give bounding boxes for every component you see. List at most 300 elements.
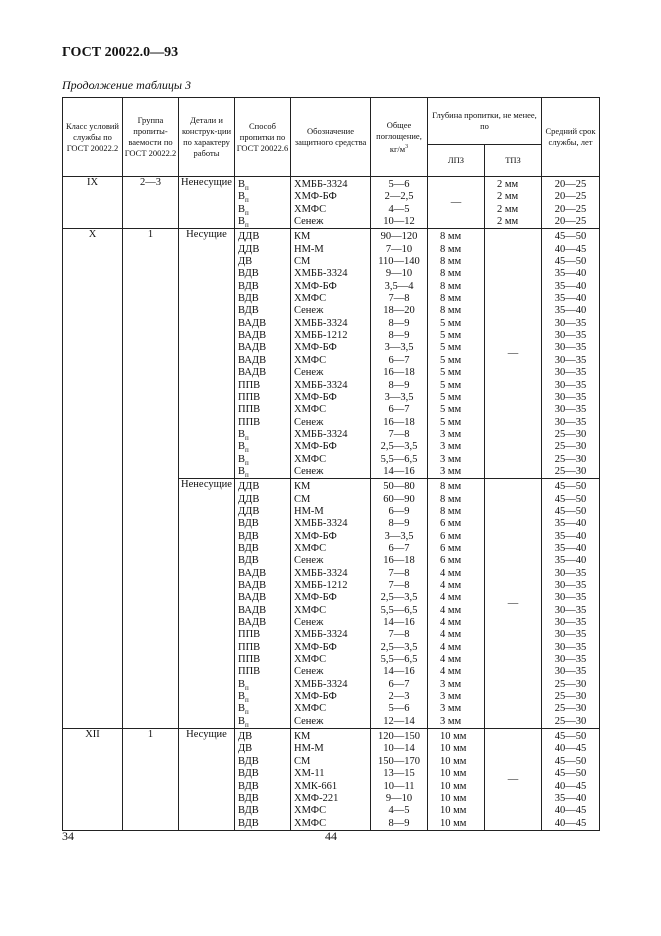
lpz-cell-line: 4 мм <box>440 666 462 678</box>
service-life-cell-line: 30—35 <box>554 567 587 579</box>
method-cell-line: ДДВ <box>238 505 260 517</box>
lpz-cell-line: 3 мм <box>440 703 462 715</box>
method-cell-line: ВАДВ <box>238 604 267 616</box>
method-cell-line: $В_п$ <box>238 441 249 454</box>
agent-cell-line: Сенеж <box>294 216 324 228</box>
agent-cell-line: ХМФ-БФ <box>294 391 337 403</box>
lpz-cell-line: 8 мм <box>440 231 462 243</box>
service-life-cell-line: 30—35 <box>554 354 587 366</box>
lpz-cell <box>428 479 485 729</box>
agent-cell-line: ХМББ-1212 <box>294 580 348 591</box>
service-life-cell-line: 40—45 <box>554 780 587 792</box>
agent-cell <box>291 479 371 729</box>
header-impregnability-group: Группа пропиты-ваемости по ГОСТ 20022.2 <box>123 98 179 177</box>
agent-cell-line: Сенеж <box>294 715 324 727</box>
absorption-cell-line: 13—15 <box>383 768 415 780</box>
agent-cell-line: ХМФС <box>294 354 327 366</box>
service-life-cell-line: 25—30 <box>554 691 587 703</box>
service-life-cell-line: 30—35 <box>554 391 587 403</box>
agent-cell-line: Сенеж <box>294 666 324 678</box>
absorption-cell-line: 9—10 <box>385 268 413 280</box>
absorption-cell-line: 2—3 <box>388 691 410 703</box>
method-cell-line: $В_п$ <box>238 203 249 217</box>
method-cell-line: ДДВ <box>238 231 260 243</box>
service-life-cell-line: 30—35 <box>554 404 587 416</box>
method-cell-line: ВДВ <box>238 805 259 817</box>
service-life-cell-line: 25—30 <box>554 441 587 453</box>
agent-cell-line: СМ <box>294 493 311 505</box>
lpz-cell-line: 3 мм <box>440 715 462 727</box>
absorption-cell-line: 8—9 <box>388 518 410 530</box>
header-agent: Обозначение защитного средства <box>291 98 371 177</box>
absorption-cell-line: 5,5—6,5 <box>380 453 418 465</box>
service-life-cell <box>542 229 600 479</box>
absorption-cell <box>371 229 428 479</box>
impregnability-group-cell: 1 <box>123 229 179 729</box>
agent-cell-line: ХМ-11 <box>294 768 325 780</box>
absorption-cell-line: 90—120 <box>380 231 418 243</box>
service-life-cell-line: 30—35 <box>554 654 587 666</box>
agent-cell-line: ХМФ-221 <box>294 792 339 804</box>
service-life-cell-line: 30—35 <box>554 367 587 379</box>
lpz-cell-line: 4 мм <box>440 604 462 616</box>
service-life-cell-line: 35—40 <box>554 530 587 542</box>
service-life-cell-line: 45—50 <box>554 231 587 243</box>
agent-cell-line: ХМФ-БФ <box>294 280 337 292</box>
tpz-cell: — <box>485 729 542 831</box>
agent-cell-line: НМ-М <box>294 505 324 517</box>
absorption-cell-line: 6—7 <box>388 678 410 690</box>
lpz-cell-line: 6 мм <box>440 555 462 567</box>
absorption-cell-line: 7—8 <box>388 428 410 440</box>
agent-cell-line: Сенеж <box>294 416 324 428</box>
absorption-cell-line: 3—3,5 <box>384 391 414 403</box>
agent-cell-line: ХМФ-БФ <box>294 691 337 703</box>
agent-cell-line: СМ <box>294 256 311 268</box>
service-life-cell-line: 25—30 <box>554 428 587 440</box>
agent-cell-line: КМ <box>294 731 311 743</box>
agent-cell-line: ХМК-661 <box>294 780 338 792</box>
absorption-cell-line: 8—9 <box>388 330 410 342</box>
absorption-cell-line: 120—150 <box>378 731 420 743</box>
agent-cell-line: ХМФС <box>294 817 327 829</box>
absorption-cell-line: 6—7 <box>388 404 410 416</box>
lpz-cell-line: 8 мм <box>440 280 462 292</box>
agent-cell-line: ХМФ-БФ <box>294 530 337 542</box>
absorption-cell-line: 2,5—3,5 <box>380 441 418 453</box>
method-cell-line: ДВ <box>238 256 253 268</box>
lpz-cell-line: 4 мм <box>440 580 462 591</box>
absorption-cell-line: 7—8 <box>388 567 410 579</box>
lpz-cell-line: 3 мм <box>440 428 462 440</box>
lpz-cell-line: 4 мм <box>440 654 462 666</box>
absorption-cell-line: 12—14 <box>383 715 415 727</box>
absorption-cell-line: 2,5—3,5 <box>380 592 418 604</box>
tpz-cell <box>485 177 542 229</box>
method-cell-line: ВАДВ <box>238 317 267 329</box>
lpz-cell-line: 5 мм <box>440 367 462 379</box>
method-cell-line: ВДВ <box>238 755 259 767</box>
method-cell-line: ВДВ <box>238 555 259 567</box>
method-cell-line: ВАДВ <box>238 342 267 354</box>
method-cell-line: ВДВ <box>238 280 259 292</box>
lpz-cell-line: 3 мм <box>440 441 462 453</box>
lpz-cell-line: 4 мм <box>440 567 462 579</box>
agent-cell-line: Сенеж <box>294 305 324 317</box>
lpz-cell-line: 6 мм <box>440 518 462 530</box>
agent-cell-line: СМ <box>294 755 311 767</box>
method-cell-line: ВДВ <box>238 293 259 305</box>
lpz-cell-line: 10 мм <box>440 768 467 780</box>
table-row <box>63 177 600 229</box>
impregnation-table <box>62 97 600 831</box>
lpz-cell-line: 10 мм <box>440 792 467 804</box>
absorption-cell-line: 10—12 <box>383 216 415 228</box>
agent-cell <box>291 177 371 229</box>
service-life-cell-line: 35—40 <box>554 305 587 317</box>
absorption-cell-line: 60—90 <box>383 493 415 505</box>
absorption-cell-line: 5,5—6,5 <box>380 654 418 666</box>
agent-cell-line: Сенеж <box>294 617 324 629</box>
service-life-cell-line: 35—40 <box>554 518 587 530</box>
service-class-cell: IX <box>63 177 123 229</box>
header-parts: Детали и конструк-ции по характеру работы <box>179 98 235 177</box>
lpz-cell-line: 8 мм <box>440 505 462 517</box>
service-life-cell-line: 35—40 <box>554 542 587 554</box>
service-class-cell: XII <box>63 729 123 831</box>
header-tpz: ТПЗ <box>485 145 542 177</box>
method-cell-line: ППВ <box>238 654 261 666</box>
absorption-cell <box>371 177 428 229</box>
lpz-cell <box>428 229 485 479</box>
impregnability-group-cell: 2—3 <box>123 177 179 229</box>
absorption-cell-line: 10—11 <box>383 780 415 792</box>
lpz-cell-line: 10 мм <box>440 805 467 817</box>
service-life-cell-line: 30—35 <box>554 641 587 653</box>
method-cell-line: ППВ <box>238 379 261 391</box>
agent-cell-line: ХМББ-3324 <box>294 268 348 280</box>
method-cell-line: $В_п$ <box>238 453 249 466</box>
method-cell-line: ДВ <box>238 743 253 755</box>
method-cell <box>235 729 291 831</box>
lpz-cell-line: 10 мм <box>440 755 467 767</box>
agent-cell-line: ХМФ-БФ <box>294 191 337 203</box>
lpz-cell <box>428 729 485 831</box>
method-cell-line: ДДВ <box>238 493 260 505</box>
method-cell-line: ППВ <box>238 391 261 403</box>
lpz-cell-line: 3 мм <box>440 678 462 690</box>
absorption-cell-line: 50—80 <box>383 481 415 493</box>
absorption-cell-line: 5—6 <box>388 179 410 190</box>
agent-cell-line: ХМФС <box>294 542 327 554</box>
absorption-cell <box>371 729 428 831</box>
lpz-cell-line: 8 мм <box>440 481 462 493</box>
lpz-cell-line: 3 мм <box>440 691 462 703</box>
method-cell-line: $В_п$ <box>238 691 249 704</box>
absorption-cell-line: 2,5—3,5 <box>380 641 418 653</box>
method-cell-line: ППВ <box>238 416 261 428</box>
lpz-cell-line: 4 мм <box>440 641 462 653</box>
absorption-cell-line: 16—18 <box>383 367 415 379</box>
agent-cell-line: ХМББ-3324 <box>294 317 348 329</box>
absorption-cell-line: 2—2,5 <box>384 191 414 203</box>
lpz-cell-line: 4 мм <box>440 617 462 629</box>
absorption-cell-line: 10—14 <box>383 743 415 755</box>
page-number-center: 44 <box>325 829 337 843</box>
method-cell-line: ВАДВ <box>238 330 267 342</box>
lpz-cell-line: 3 мм <box>440 465 462 477</box>
service-life-cell-line: 35—40 <box>554 792 587 804</box>
method-cell-line: ВДВ <box>238 518 259 530</box>
method-cell-line: ВАДВ <box>238 617 267 629</box>
absorption-cell-line: 6—7 <box>388 354 410 366</box>
lpz-cell-line: 8 мм <box>440 293 462 305</box>
header-absorption: Общее поглощение, $кг/м^3$ <box>371 98 428 177</box>
table-row <box>63 229 600 479</box>
agent-cell-line: ХМФС <box>294 654 327 666</box>
table-caption: Продолжение таблицы 3 <box>62 78 192 92</box>
method-cell-line: ВАДВ <box>238 567 267 579</box>
service-life-cell-line: 35—40 <box>554 555 587 567</box>
absorption-cell-line: 3—3,5 <box>384 530 414 542</box>
service-life-cell-line: 45—50 <box>554 493 587 505</box>
agent-cell-line: Сенеж <box>294 555 324 567</box>
agent-cell-line: ХМФС <box>294 604 327 616</box>
method-cell-line: $В_п$ <box>238 715 249 729</box>
absorption-cell-line: 16—18 <box>383 555 415 567</box>
service-life-cell <box>542 177 600 229</box>
method-cell-line: ВАДВ <box>238 592 267 604</box>
tpz-cell: — <box>485 479 542 729</box>
absorption-cell-line: 8—9 <box>388 817 410 829</box>
agent-cell-line: ХМФ-БФ <box>294 641 337 653</box>
method-cell-line: ДДВ <box>238 243 260 255</box>
lpz-cell-line: 6 мм <box>440 530 462 542</box>
service-life-cell-line: 30—35 <box>554 629 587 641</box>
absorption-cell-line: 7—8 <box>388 629 410 641</box>
method-cell-line: ВДВ <box>238 305 259 317</box>
tpz-cell-line: 2 мм <box>497 203 519 215</box>
method-cell-line: ППВ <box>238 629 261 641</box>
service-life-cell-line: 35—40 <box>554 280 587 292</box>
absorption-cell-line: 110—140 <box>378 256 420 268</box>
absorption-cell <box>371 479 428 729</box>
lpz-cell-line: 5 мм <box>440 379 462 391</box>
page-number-left: 34 <box>62 829 74 843</box>
agent-cell <box>291 729 371 831</box>
method-cell-line: $В_п$ <box>238 428 249 442</box>
method-cell-line: ВДВ <box>238 542 259 554</box>
service-life-cell-line: 45—50 <box>554 256 587 268</box>
agent-cell-line: ХМФС <box>294 203 327 215</box>
parts-cell: Ненесущие <box>179 177 235 229</box>
lpz-cell-line: 5 мм <box>440 404 462 416</box>
service-life-cell-line: 35—40 <box>554 293 587 305</box>
method-cell-line: ВДВ <box>238 792 259 804</box>
service-life-cell-line: 45—50 <box>554 768 587 780</box>
service-life-cell-line: 25—30 <box>554 678 587 690</box>
absorption-cell-line: 6—7 <box>388 542 410 554</box>
method-cell-line: ДДВ <box>238 481 260 493</box>
agent-cell-line: Сенеж <box>294 367 324 379</box>
method-cell <box>235 479 291 729</box>
absorption-cell-line: 6—9 <box>388 505 410 517</box>
absorption-cell-line: 5,5—6,5 <box>380 604 418 616</box>
absorption-cell-line: 18—20 <box>383 305 415 317</box>
agent-cell-line: ХМФ-БФ <box>294 342 337 354</box>
agent-cell-line: НМ-М <box>294 243 324 255</box>
method-cell-line: ДВ <box>238 731 253 743</box>
method-cell-line: $В_п$ <box>238 179 249 192</box>
method-cell-line: ВАДВ <box>238 354 267 366</box>
service-life-cell-line: 30—35 <box>554 666 587 678</box>
method-cell-line: $В_п$ <box>238 678 249 692</box>
method-cell <box>235 229 291 479</box>
absorption-cell-line: 8—9 <box>388 317 410 329</box>
lpz-cell-line: 5 мм <box>440 317 462 329</box>
lpz-cell-line: 5 мм <box>440 330 462 342</box>
method-cell-line: ВДВ <box>238 768 259 780</box>
tpz-cell: — <box>485 229 542 479</box>
lpz-cell-line: 8 мм <box>440 493 462 505</box>
impregnability-group-cell: 1 <box>123 729 179 831</box>
service-life-cell-line: 20—25 <box>554 203 587 215</box>
agent-cell-line: ХМФС <box>294 404 327 416</box>
absorption-cell-line: 3,5—4 <box>384 280 414 292</box>
service-life-cell-line: 30—35 <box>554 330 587 342</box>
service-life-cell-line: 45—50 <box>554 755 587 767</box>
agent-cell-line: ХМФС <box>294 703 327 715</box>
table-row <box>63 729 600 831</box>
service-life-cell-line: 20—25 <box>554 216 587 228</box>
absorption-cell-line: 5—6 <box>388 703 410 715</box>
service-life-cell-line: 40—45 <box>554 817 587 829</box>
agent-cell-line: ХМФС <box>294 453 327 465</box>
method-cell-line: ВДВ <box>238 268 259 280</box>
service-life-cell-line: 45—50 <box>554 505 587 517</box>
service-life-cell-line: 20—25 <box>554 191 587 203</box>
method-cell-line: $В_п$ <box>238 703 249 716</box>
method-cell-line: ППВ <box>238 641 261 653</box>
absorption-cell-line: 4—5 <box>388 805 410 817</box>
absorption-cell-line: 9—10 <box>385 792 413 804</box>
method-cell-line: ВДВ <box>238 530 259 542</box>
service-life-cell-line: 45—50 <box>554 481 587 493</box>
header-service-life: Средний срок службы, лет <box>542 98 600 177</box>
agent-cell-line: ХМФ-БФ <box>294 592 337 604</box>
absorption-cell-line: 14—16 <box>383 465 415 477</box>
lpz-cell-line: 8 мм <box>440 243 462 255</box>
agent-cell-line: ХМББ-3324 <box>294 678 348 690</box>
lpz-cell-line: 8 мм <box>440 256 462 268</box>
service-life-cell-line: 30—35 <box>554 317 587 329</box>
agent-cell-line: ХМББ-3324 <box>294 428 348 440</box>
agent-cell-line: КМ <box>294 481 311 493</box>
method-cell-line: ВАДВ <box>238 580 267 591</box>
parts-cell: Несущие <box>179 729 235 831</box>
agent-cell-line: ХМФС <box>294 293 327 305</box>
absorption-cell-line: 14—16 <box>383 617 415 629</box>
tpz-cell-line: 2 мм <box>497 179 519 190</box>
agent-cell <box>291 229 371 479</box>
absorption-cell-line: 4—5 <box>388 203 410 215</box>
service-life-cell-line: 20—25 <box>554 179 587 190</box>
lpz-cell-line: 5 мм <box>440 354 462 366</box>
header-method: Способ пропитки по ГОСТ 20022.6 <box>235 98 291 177</box>
service-life-cell-line: 30—35 <box>554 379 587 391</box>
service-life-cell-line: 40—45 <box>554 743 587 755</box>
agent-cell-line: ХМФ-БФ <box>294 441 337 453</box>
service-life-cell-line: 25—30 <box>554 465 587 477</box>
lpz-cell-line: 10 мм <box>440 780 467 792</box>
agent-cell-line: ХМФС <box>294 805 327 817</box>
service-life-cell-line: 40—45 <box>554 805 587 817</box>
method-cell-line: ВДВ <box>238 780 259 792</box>
lpz-cell-line: 4 мм <box>440 629 462 641</box>
absorption-cell-line: 7—10 <box>385 243 413 255</box>
service-life-cell-line: 40—45 <box>554 243 587 255</box>
header-lpz: ЛПЗ <box>428 145 485 177</box>
agent-cell-line: ХМББ-3324 <box>294 179 348 190</box>
lpz-cell-line: 5 мм <box>440 416 462 428</box>
service-life-cell <box>542 729 600 831</box>
agent-cell-line: Сенеж <box>294 465 324 477</box>
absorption-cell-line: 150—170 <box>378 755 420 767</box>
service-life-cell <box>542 479 600 729</box>
method-cell-line: ВДВ <box>238 817 259 829</box>
method-cell-line: ППВ <box>238 666 261 678</box>
lpz-cell-line: 8 мм <box>440 305 462 317</box>
absorption-cell-line: 16—18 <box>383 416 415 428</box>
header-depth-group: Глубина пропитки, не менее, по <box>428 98 542 145</box>
service-life-cell-line: 30—35 <box>554 580 587 591</box>
agent-cell-line: ХМББ-3324 <box>294 379 348 391</box>
method-cell-line: $В_п$ <box>238 191 249 204</box>
tpz-cell-line: 2 мм <box>497 216 519 228</box>
method-cell-line: ВАДВ <box>238 367 267 379</box>
service-class-cell: X <box>63 229 123 729</box>
parts-cell: Несущие <box>179 229 235 479</box>
lpz-cell-line: 5 мм <box>440 391 462 403</box>
service-life-cell-line: 25—30 <box>554 703 587 715</box>
service-life-cell-line: 30—35 <box>554 342 587 354</box>
lpz-cell-line: 8 мм <box>440 268 462 280</box>
agent-cell-line: ХМББ-3324 <box>294 567 348 579</box>
agent-cell-line: ХМББ-1212 <box>294 330 348 342</box>
agent-cell-line: ХМББ-3324 <box>294 518 348 530</box>
service-life-cell-line: 25—30 <box>554 453 587 465</box>
service-life-cell-line: 30—35 <box>554 592 587 604</box>
method-cell <box>235 177 291 229</box>
absorption-cell-line: 14—16 <box>383 666 415 678</box>
service-life-cell-line: 35—40 <box>554 268 587 280</box>
absorption-cell-line: 3—3,5 <box>384 342 414 354</box>
agent-cell-line: ХМББ-3324 <box>294 629 348 641</box>
method-cell-line: $В_п$ <box>238 465 249 479</box>
lpz-cell-line: 5 мм <box>440 342 462 354</box>
method-cell-line: ППВ <box>238 404 261 416</box>
service-life-cell-line: 25—30 <box>554 715 587 727</box>
lpz-cell-line: 6 мм <box>440 542 462 554</box>
service-life-cell-line: 30—35 <box>554 617 587 629</box>
service-life-cell-line: 45—50 <box>554 731 587 743</box>
lpz-cell-line: 4 мм <box>440 592 462 604</box>
agent-cell-line: КМ <box>294 231 311 243</box>
method-cell-line: $В_п$ <box>238 216 249 229</box>
service-life-cell-line: 30—35 <box>554 604 587 616</box>
absorption-cell-line: 7—8 <box>388 580 410 591</box>
header-service-class: Класс условий службы по ГОСТ 20022.2 <box>63 98 123 177</box>
